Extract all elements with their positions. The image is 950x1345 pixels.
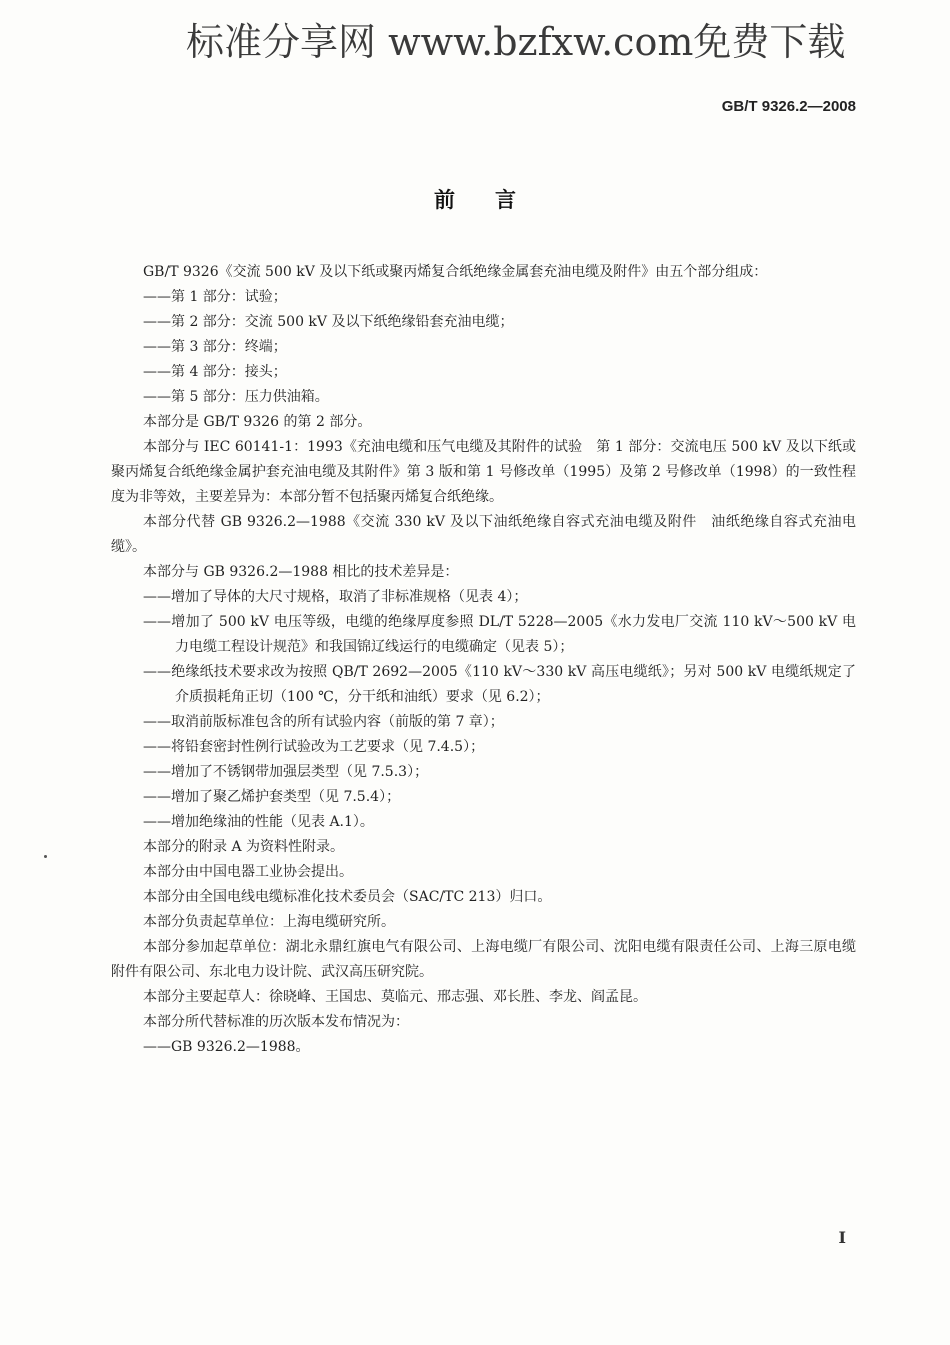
list-item: ——第 3 部分：终端；	[143, 339, 287, 355]
foreword-body	[111, 260, 856, 1060]
section-title-foreword: 前言	[434, 188, 556, 212]
paragraph: GB/T 9326《交流 500 kV 及以下纸或聚丙烯复合纸绝缘金属套充油电缆及附件》由五个部分组成：	[143, 264, 768, 280]
paragraph: 本部分负责起草单位：上海电缆研究所。	[143, 914, 395, 930]
list-item: ——增加了 500 kV 电压等级，电缆的绝缘厚度参照 DL/T 5228—2005《水力发电厂交流 110 kV～500 kV 电力电缆工程设计规范》和我国锦辽线运行的电缆确定（见表 5）；	[143, 614, 856, 655]
paragraph: 本部分所代替标准的历次版本发布情况为：	[143, 1014, 409, 1030]
list-item: ——GB 9326.2—1988。	[143, 1039, 310, 1055]
paragraph: 本部分参加起草单位：湖北永鼎红旗电气有限公司、上海电缆厂有限公司、沈阳电缆有限责任公司、上海三原电缆附件有限公司、东北电力设计院、武汉高压研究院。	[111, 939, 856, 980]
list-item: ——将铅套密封性例行试验改为工艺要求（见 7.4.5）；	[143, 739, 485, 755]
list-item: ——增加了不锈钢带加强层类型（见 7.5.3）；	[143, 764, 429, 780]
paragraph: 本部分由中国电器工业协会提出。	[143, 864, 353, 880]
paragraph: 本部分与 GB 9326.2—1988 相比的技术差异是：	[143, 564, 459, 580]
scan-speck	[44, 855, 47, 858]
paragraph: 本部分与 IEC 60141-1：1993《充油电缆和压气电缆及其附件的试验 第 1 部分：交流电压 500 kV 及以下纸或聚丙烯复合纸绝缘金属护套充油电缆及其附件》第 3 版和第 1 号修改单（1995）及第 2 号修改单（1998）的一致性程度为非等效，主要差异为：本部分暂不包括聚丙烯复合纸绝缘。	[111, 439, 856, 505]
list-item: ——增加了聚乙烯护套类型（见 7.5.4）；	[143, 789, 401, 805]
paragraph: 本部分由全国电线电缆标准化技术委员会（SAC/TC 213）归口。	[143, 889, 552, 905]
list-item: ——绝缘纸技术要求改为按照 QB/T 2692—2005《110 kV～330 kV 高压电缆纸》；另对 500 kV 电缆纸规定了介质损耗角正切（100 ℃，分干纸和油纸）要求（见 6.2）；	[143, 664, 856, 705]
paragraph: 本部分主要起草人：徐晓峰、王国忠、莫临元、邢志强、邓长胜、李龙、阎孟昆。	[143, 989, 647, 1005]
paragraph: 本部分代替 GB 9326.2—1988《交流 330 kV 及以下油纸绝缘自容式充油电缆及附件 油纸绝缘自容式充油电缆》。	[111, 514, 856, 555]
watermark-banner: 标准分享网 www.bzfxw.com免费下载	[186, 20, 846, 64]
list-item: ——取消前版标准包含的所有试验内容（前版的第 7 章）；	[143, 714, 504, 730]
list-item: ——增加了导体的大尺寸规格，取消了非标准规格（见表 4）；	[143, 589, 528, 605]
list-item: ——第 2 部分：交流 500 kV 及以下纸绝缘铅套充油电缆；	[143, 314, 514, 330]
standard-code: GB/T 9326.2—2008	[721, 98, 856, 115]
paragraph: 本部分的附录 A 为资料性附录。	[143, 839, 345, 855]
list-item: ——第 5 部分：压力供油箱。	[143, 389, 329, 405]
list-item: ——增加绝缘油的性能（见表 A.1）。	[143, 814, 374, 830]
page-number: I	[838, 1228, 846, 1247]
list-item: ——第 4 部分：接头；	[143, 364, 287, 380]
list-item: ——第 1 部分：试验；	[143, 289, 287, 305]
paragraph: 本部分是 GB/T 9326 的第 2 部分。	[143, 414, 372, 430]
